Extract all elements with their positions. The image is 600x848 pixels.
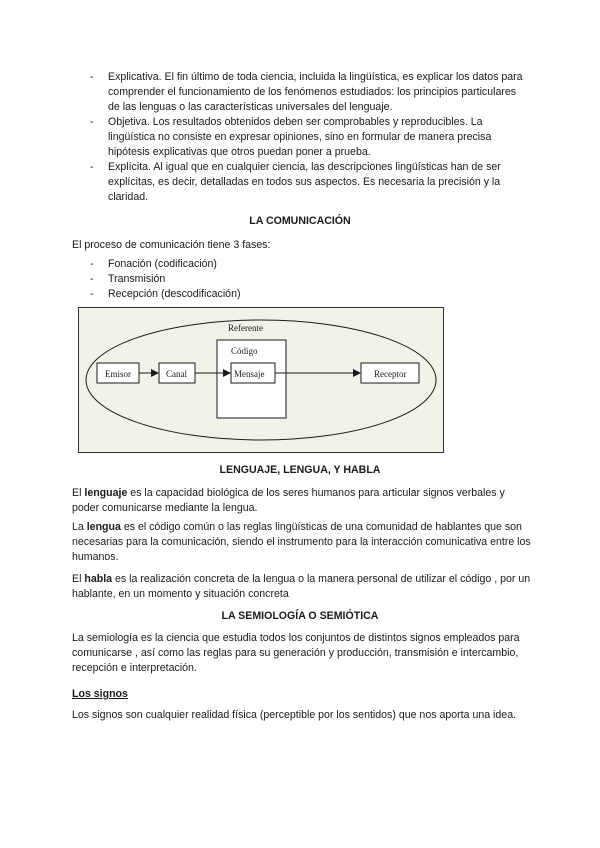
canal-label: Canal [166,369,187,379]
term-lenguaje: lenguaje [84,487,128,499]
communication-diagram [78,307,444,453]
phase-item: - Transmisión [90,272,390,287]
codigo-label: Código [231,346,258,356]
list-item-objetiva: - Objetiva. Los resultados obtenidos deben ser comprobables y reproducibles. La lingüística no consiste en expresar opiniones, sino en formular de manera precisa hipótesis explicativas que otros puedan poner a prueba. [90,115,530,160]
list-item-explicativa: - Explicativa. El fin último de toda ciencia, incluida la lingüística, es explicar los datos para comprender el funcionamiento de los fenómenos estudiados: los principios particulares de las lenguas o las características universales del lenguaje. [90,70,530,115]
referente-label: Referente [228,323,263,333]
term-habla: habla [84,573,113,585]
emisor-label: Emisor [105,369,131,379]
mensaje-label: Mensaje [234,369,265,379]
phase-item: - Recepción (descodificación) [90,287,390,302]
comunicacion-intro: El proceso de comunicación tiene 3 fases: [72,239,271,251]
phase-item: - Fonación (codificación) [90,257,390,272]
paragraph-semiologia: La semiología es la ciencia que estudia todos los conjuntos de distintos signos empleados para comunicarse , así como las reglas para su generación y producción, transmisión e intercambio, recepción e interpretación. [72,632,520,674]
receptor-label: Receptor [374,369,407,379]
heading-lenguaje: LENGUAJE, LENGUA, Y HABLA [219,464,381,476]
paragraph-signos: Los signos son cualquier realidad física (perceptible por los sentidos) que nos aporta una idea. [72,709,517,721]
heading-semiologia: LA SEMIOLOGÍA O SEMIÓTICA [221,610,379,622]
heading-los-signos: Los signos [72,688,128,700]
list-item-explicita: - Explícita. Al igual que en cualquier ciencia, las descripciones lingüísticas han de ser explícitas, es decir, detalladas en todos sus aspectos. Es necesaria la precisión y la claridad. [90,160,530,205]
paragraph-lenguaje: El lenguaje es la capacidad biológica de los seres humanos para articular signos verbales y poder comunicarse mediante la lengua. [72,487,505,514]
science-characteristics-list [90,70,530,205]
paragraph-habla: El habla es la realización concreta de la lengua o la manera personal de utilizar el código , por un hablante, en un momento y situación concreta [72,573,531,600]
heading-comunicacion: LA COMUNICACIÓN [249,215,351,227]
paragraph-lengua: La lengua es el código común o las reglas lingüísticas de una comunidad de hablantes que son necesarias para la comunicación, siendo el instrumento para la interacción comunicativa entre los humanos. [72,521,531,563]
term-lengua: lengua [86,521,121,533]
communication-phases-list [90,257,390,302]
